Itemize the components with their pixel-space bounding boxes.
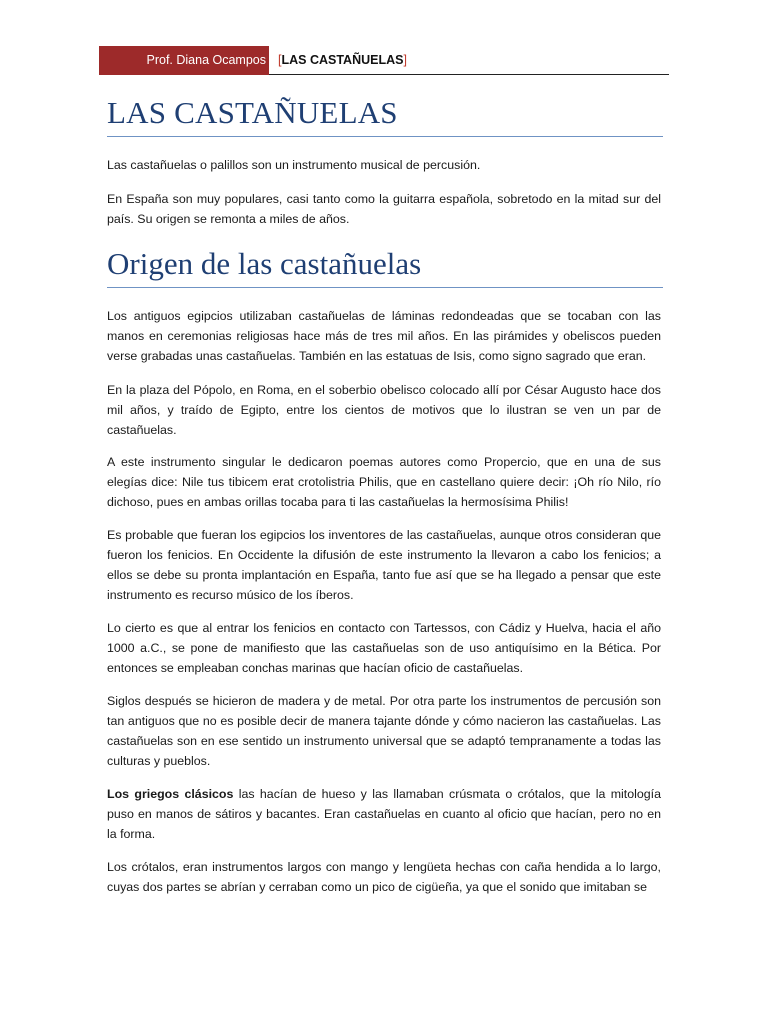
header-doc-title: LAS CASTAÑUELAS	[281, 53, 404, 67]
section-heading-underline	[107, 287, 663, 288]
intro-paragraph-2: En España son muy populares, casi tanto como la guitarra española, sobretodo en la mitad sur del país. Su origen se remonta a miles de años.	[107, 192, 661, 226]
section-paragraph-2: En la plaza del Pópolo, en Roma, en el soberbio obelisco colocado allí por César Augusto hace dos mil años, y traído de Egipto, entre los cientos de motivos que lo ilustran se ven un par de castañuelas.	[107, 383, 661, 437]
title-underline	[107, 136, 663, 137]
section-paragraph-5: Lo cierto es que al entrar los fenicios en contacto con Tartessos, con Cádiz y Huelva, hacia el año 1000 a.C., se pone de manifiesto que las castañuelas son de uso antiquísimo en la Bética. Por entonces se empleaban conchas marinas que hacían oficio de castañuelas.	[107, 621, 661, 675]
section-paragraph-last: Los crótalos, eran instrumentos largos con mango y lengüeta hechas con caña hendida a lo largo, cuyas dos partes se abrían y cerraban como un pico de cigüeña, ya que el sonido que imitaban se	[107, 860, 661, 894]
griegos-bold-lead: Los griegos clásicos	[107, 787, 234, 801]
section-paragraph-4: Es probable que fueran los egipcios los inventores de las castañuelas, aunque otros consideran que fueron los fenicios. En Occidente la difusión de este instrumento la llevaron a cabo los fenicios; a ellos se debe su pronta implantación en España, tanto fue así que se ha llegado a pensar que este instrumento es recurso músico de los íberos.	[107, 528, 661, 602]
section-paragraph-3: A este instrumento singular le dedicaron poemas autores como Propercio, que en una de sus elegías dice: Nile tus tibicem erat crotolistria Philis, que en castellano quiere decir: ¡Oh río Nilo, río dichoso, pues en ambas orillas tocaba para ti las castañuelas la hermosísima Philis!	[107, 455, 661, 509]
page-header	[99, 46, 669, 75]
document-title: LAS CASTAÑUELAS	[107, 95, 398, 130]
header-bracket-close: ]	[403, 53, 407, 67]
section-paragraph-griegos	[107, 784, 661, 844]
griegos-text: las hacían de hueso y las llamaban crúsmata o crótalos, que la mitología puso en manos de sátiros y bacantes. Eran castañuelas en cuanto al oficio que hacían, pero no en la forma.	[107, 787, 662, 841]
header-author: Prof. Diana Ocampos	[99, 46, 269, 75]
section-heading: Origen de las castañuelas	[107, 246, 422, 281]
intro-paragraph-1: Las castañuelas o palillos son un instrumento musical de percusión.	[107, 158, 481, 172]
header-title	[278, 46, 407, 74]
header-bracket-open: [	[278, 53, 282, 67]
section-paragraph-1: Los antiguos egipcios utilizaban castañuelas de láminas redondeadas que se tocaban con las manos en ceremonias religiosas hace más de tres mil años. En las pirámides y obeliscos pueden verse grabadas unas castañuelas. También en las estatuas de Isis, como signo sagrado que eran.	[107, 309, 661, 363]
section-paragraph-6: Siglos después se hicieron de madera y de metal. Por otra parte los instrumentos de percusión son tan antiguos que no es posible decir de manera tajante dónde y cómo nacieron las castañuelas. Las castañuelas son en ese sentido un instrumento universal que se adaptó tempranamente a todas las culturas y pueblos.	[107, 694, 661, 768]
